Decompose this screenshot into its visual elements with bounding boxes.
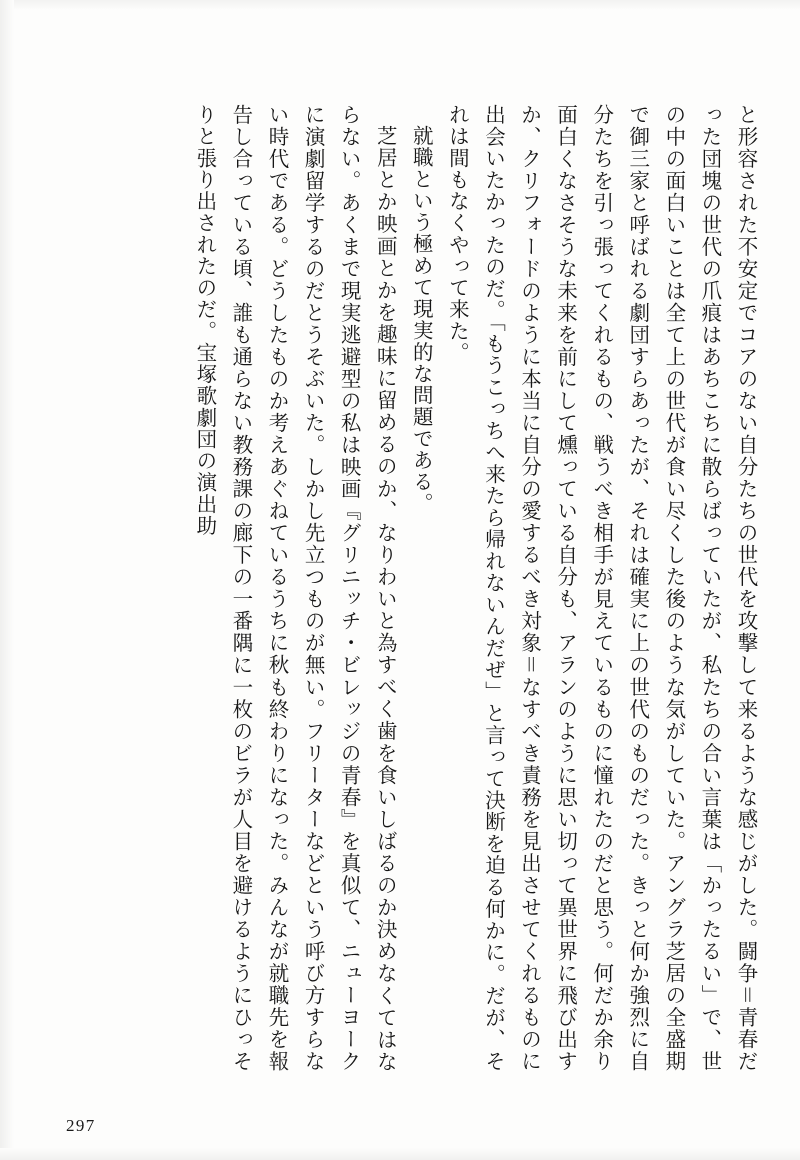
paragraph-1: と形容された不安定でコアのない自分たちの世代を攻撃して来るような感じがした。闘争＝青春だった団塊の世代の爪痕はあちこちに散らばっていたが、私たちの合い言葉は「かったるい」で、世の中の面白いことは全て上の世代が食い尽くした後のような気がしていた。アングラ芝居の全盛期で御三家と呼ばれる劇団すらあったが、それは確実に上の世代のものだった。きっと何か強烈に自分たちを引っ張ってくれるもの、戦うべき相手が見えているものに憧れたのだと思う。何だか余り面白くなさそうな未来を前にして燻っている自分も、アランのように思い切って異世界に飛び出すか、クリフォードのように本当に自分の愛するべき対象＝なすべき責務を見出させてくれるものに出会いたかったのだ。「もうこっちへ来たら帰れないんだぜ」と言って決断を迫る何かに。だが、それは間もなくやって来た。 — [445, 104, 758, 1072]
paragraph-2: 就職という極めて現実的な問題である。 — [409, 124, 434, 514]
paragraph-3: 芝居とか映画とかを趣味に留めるのか、なりわいと為すべく歯を食いしばるのか決めなくてはならない。あくまで現実逃避型の私は映画『グリニッチ・ビレッジの青春』を真似て、ニューヨークに演劇留学するのだとうそぶいた。しかし先立つものが無い。フリーターなどという呼び方すらない時代である。どうしたものか考えあぐねているうちに秋も終わりになった。みんなが就職先を報告し合っている頃、誰も通らない教務課の廊下の一番隅に一枚のビラが人目を避けるようにひっそりと張り出されたのだ。宝塚歌劇団の演出助 — [192, 104, 398, 1072]
scan-edge-top — [0, 0, 800, 10]
body-text-column — [60, 104, 764, 1072]
page-number: 297 — [66, 1116, 96, 1135]
scan-edge-left — [0, 0, 14, 1160]
scan-edge-bottom — [0, 1148, 800, 1160]
